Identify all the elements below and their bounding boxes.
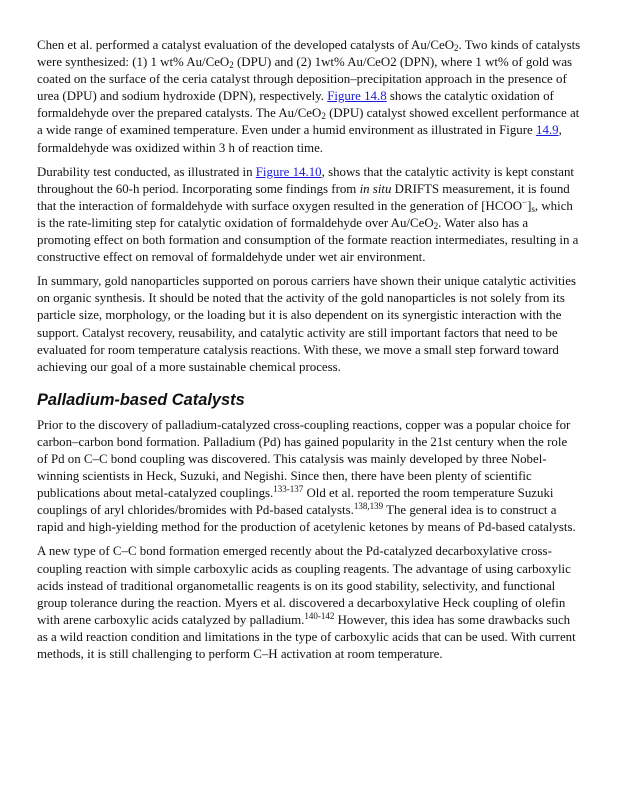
paragraph-chen-catalyst-evaluation: Chen et al. performed a catalyst evaluation of the developed catalysts of Au/CeO$_2$. Two kinds of catalysts were synthesized: (1) 1 wt% Au/CeO$_2$ (DPU) and (2) 1wt% Au/CeO2 (DPN), where 1 wt% of gold was coated on the surface of the ceria catalyst through deposition–precipitation approach in the presence of urea (DPU) and sodium hydroxide (DPN), respectively. Figure 14.8 shows the catalytic oxidation of formaldehyde over the prepared catalysts. The Au/CeO$_2$ (DPU) catalyst showed excellent performance at a wide range of examined temperature. Even under a humid environment as illustrated in Figure 14.9, formaldehyde was oxidized within 3 h of reaction time.	[37, 38, 581, 155]
figure-14-8-link[interactable]: Figure 14.8	[327, 89, 387, 104]
section-heading-palladium: Palladium-based Catalysts	[37, 390, 245, 409]
reference-140-142: 140-142	[304, 610, 335, 621]
paragraph-palladium-history: Prior to the discovery of palladium-catalyzed cross-coupling reactions, copper was a popular choice for carbon–carbon bond formation. Palladium (Pd) has gained popularity in the 21st century when the role of Pd on C–C bond coupling was discovered. This catalysis was mainly developed by three Nobel-winning scientists in Heck, Suzuki, and Negishi. Since then, there have been plenty of scientific publications about metal-catalyzed couplings.$^{133-137}$ Old et al. reported the room temperature Suzuki couplings of aryl chlorides/bromides with Pd-based catalysts.$^{138,139}$ The general idea is to construct a rapid and high-yielding method for the production of acetylenic ketones by means of Pd-based catalysts.	[37, 417, 576, 535]
reference-138-139: 138,139	[353, 501, 384, 512]
paragraph-decarboxylative-coupling: A new type of C–C bond formation emerged recently about the Pd-catalyzed decarboxylative cross-coupling reaction with simple carboxylic acids as coupling reagents. The advantage of using carboxylic acids instead of traditional organometallic reagents is on its good stability, selectivity, and functional group tolerance during the reaction. Myers et al. discovered a decarboxylative Heck coupling of olefin with arene carboxylic acids catalyzed by palladium.$^{140-142}$ However, this idea has some drawbacks such as a wild reaction condition and limitations in the type of carboxylic acids that can be used. With current methods, it is still challenging to perform C–H activation at room temperature.	[37, 544, 576, 661]
paragraph-durability-test: Durability test conducted, as illustrated in Figure 14.10, shows that the catalytic activity is kept constant throughout the 60-h period. Incorporating some findings from in situ DRIFTS measurement, it is found that the interaction of formaldehyde with surface oxygen resulted in the generation of $[HCOO^-]_s$, which is the rate-limiting step for catalytic oxidation of formaldehyde over Au/CeO$_2$. Water also has a promoting effect on both formation and consumption of the formate reaction intermediates, resulting in a constructive effect on removal of formaldehyde under wet air environment.	[37, 164, 579, 265]
paragraph-summary-gold: In summary, gold nanoparticles supported on porous carriers have shown their unique catalytic activities on organic synthesis. It should be noted that the activity of the gold nanoparticles is not solely from its particle size, morphology, or the loading but it is also dependent on its synergistic interaction with the support. Catalyst recovery, reusability, and catalytic activity are still important factors that need to be evaluated for room temperature catalysis reactions. With these, we move a small step forward toward achieving our goal of a more sustainable chemical process.	[37, 274, 576, 374]
figure-14-10-link[interactable]: Figure 14.10	[255, 164, 322, 179]
figure-14-9-link[interactable]: 14.9	[536, 123, 559, 138]
reference-133-137: 133-137	[273, 484, 304, 495]
